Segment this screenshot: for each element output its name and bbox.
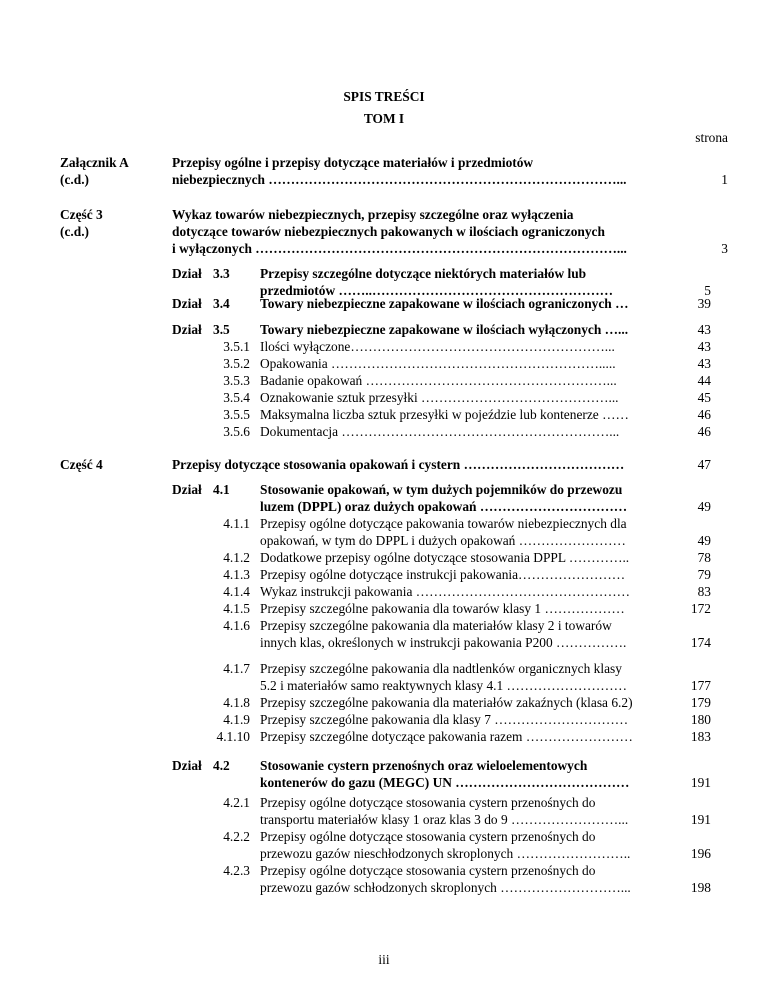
toc-entry-label: Część 3 (c.d.) (60, 207, 103, 239)
subsection-title: Przepisy szczególne pakowania dla towarów klasy 1 ……………… (260, 601, 625, 616)
page-column-label: strona (695, 130, 728, 145)
dzial-label: Dział (172, 482, 202, 497)
subsection-title: Przepisy szczególne pakowania dla materiałów klasy 2 i towarów innych klas, określonych w instrukcji pakowania P200 ……………. (260, 618, 627, 650)
section-page: 5 (704, 283, 711, 298)
subsection-page: 177 (690, 678, 711, 693)
subsection-page: 179 (690, 695, 711, 710)
page-number: iii (378, 952, 390, 967)
section-page: 191 (690, 775, 711, 790)
subsection-title: Opakowania ……………………………………………………..... (260, 356, 616, 371)
subsection-number: 4.1.2 (223, 550, 250, 565)
section-title: Stosowanie cystern przenośnych oraz wieloelementowych kontenerów do gazu (MEGC) UN ………………………………… (260, 758, 630, 790)
subsection-page: 172 (690, 601, 711, 616)
section-title: Przepisy szczególne dotyczące niektórych materiałów lub przedmiotów ……..……………………………………………… (260, 266, 613, 298)
subsection-number: 4.1.9 (223, 712, 250, 727)
subsection-page: 43 (697, 356, 711, 371)
subsection-number: 4.1.4 (223, 584, 250, 599)
dzial-label: Dział (172, 266, 202, 281)
subsection-number: 4.1.3 (223, 567, 250, 582)
subsection-title: Przepisy szczególne pakowania dla klasy 7 ………………………… (260, 712, 629, 727)
toc-entry-label: Załącznik A (c.d.) (60, 155, 129, 187)
subsection-title: Przepisy szczególne pakowania dla materiałów zakaźnych (klasa 6.2) (260, 695, 633, 710)
subsection-title: Wykaz instrukcji pakowania ………………………………………… (260, 584, 630, 599)
section-number: 3.5 (213, 322, 230, 337)
subsection-number: 4.1.10 (216, 729, 250, 744)
section-title: Towary niebezpieczne zapakowane w ilościach wyłączonych …... (260, 322, 629, 337)
subsection-number: 4.1.8 (223, 695, 250, 710)
subsection-title: Przepisy ogólne dotyczące instrukcji pakowania…………………… (260, 567, 626, 582)
subsection-title: Dokumentacja ……………………………………………………... (260, 424, 620, 439)
subsection-number: 3.5.1 (223, 339, 250, 354)
section-page: 49 (697, 499, 711, 514)
subsection-title: Przepisy ogólne dotyczące stosowania cystern przenośnych do przewozu gazów schłodzonych skroplonych ………………………... (260, 863, 631, 895)
subsection-page: 191 (690, 812, 711, 827)
subsection-title: Maksymalna liczba sztuk przesyłki w pojeździe lub kontenerze …… (260, 407, 629, 422)
toc-entry-label: Część 4 (60, 457, 103, 472)
subsection-page: 79 (697, 567, 711, 582)
toc-entry-page: 3 (721, 241, 728, 256)
subsection-page: 45 (697, 390, 711, 405)
subsection-page: 196 (690, 846, 711, 861)
subsection-title: Przepisy ogólne dotyczące pakowania towarów niebezpiecznych dla opakowań, w tym do DPPL i dużych opakowań …………………… (260, 516, 627, 548)
dzial-label: Dział (172, 296, 202, 311)
subsection-title: Dodatkowe przepisy ogólne dotyczące stosowania DPPL ………….. (260, 550, 630, 565)
subsection-page: 174 (690, 635, 711, 650)
subsection-page: 183 (690, 729, 711, 744)
subsection-number: 3.5.2 (223, 356, 250, 371)
subsection-title: Przepisy ogólne dotyczące stosowania cystern przenośnych do przewozu gazów nieschłodzonych skroplonych …………………….. (260, 829, 631, 861)
subsection-number: 4.1.1 (223, 516, 250, 531)
subsection-title: Ilości wyłączone…………………………………………………... (260, 339, 615, 354)
subsection-number: 4.1.7 (223, 661, 250, 676)
subsection-page: 83 (697, 584, 711, 599)
subsection-page: 198 (690, 880, 711, 895)
toc-entry-page: 1 (721, 172, 728, 187)
toc-entry-title: Wykaz towarów niebezpiecznych, przepisy szczególne oraz wyłączenia dotyczące towarów niebezpiecznych pakowanych w ilościach ograniczonych i wyłączonych ………………………………………………………………………... (172, 207, 627, 256)
page-title: SPIS TREŚCI (343, 89, 425, 104)
subsection-page: 180 (690, 712, 711, 727)
subsection-number: 3.5.6 (223, 424, 250, 439)
section-number: 4.1 (213, 482, 230, 497)
toc-entry-title: Przepisy dotyczące stosowania opakowań i cystern ……………………………… (172, 457, 625, 472)
subsection-number: 4.1.6 (223, 618, 250, 633)
subsection-page: 78 (697, 550, 711, 565)
subsection-number: 4.2.3 (223, 863, 250, 878)
subsection-title: Oznakowanie sztuk przesyłki ……………………………………... (260, 390, 619, 405)
subsection-title: Przepisy ogólne dotyczące stosowania cystern przenośnych do transportu materiałów klasy 1 oraz klas 3 do 9 ……………………... (260, 795, 629, 827)
dzial-label: Dział (172, 758, 202, 773)
subsection-number: 4.2.1 (223, 795, 250, 810)
subsection-page: 43 (697, 339, 711, 354)
section-number: 3.3 (213, 266, 230, 281)
subsection-page: 44 (697, 373, 711, 388)
subsection-number: 4.2.2 (223, 829, 250, 844)
section-number: 4.2 (213, 758, 230, 773)
subsection-number: 3.5.5 (223, 407, 250, 422)
subsection-page: 49 (697, 533, 711, 548)
subsection-number: 3.5.3 (223, 373, 250, 388)
subsection-number: 3.5.4 (223, 390, 250, 405)
subsection-number: 4.1.5 (223, 601, 250, 616)
section-number: 3.4 (213, 296, 230, 311)
section-page: 39 (697, 296, 711, 311)
subsection-title: Badanie opakowań ………………………………………………... (260, 373, 617, 388)
subsection-title: Przepisy szczególne pakowania dla nadtlenków organicznych klasy 5.2 i materiałów samo reaktywnych klasy 4.1 ……………………… (260, 661, 628, 693)
toc-entry-title: Przepisy ogólne i przepisy dotyczące materiałów i przedmiotów niebezpiecznych ……………………………………………………………………... (172, 155, 627, 187)
subsection-page: 46 (697, 424, 711, 439)
subsection-page: 46 (697, 407, 711, 422)
volume-title: TOM I (363, 111, 405, 126)
dzial-label: Dział (172, 322, 202, 337)
toc-entry-page: 47 (697, 457, 711, 472)
subsection-title: Przepisy szczególne dotyczące pakowania razem …………………… (260, 729, 633, 744)
section-title: Stosowanie opakowań, w tym dużych pojemników do przewozu luzem (DPPL) oraz dużych opakowań …………………………… (260, 482, 628, 514)
section-page: 43 (697, 322, 711, 337)
section-title: Towary niebezpieczne zapakowane w ilościach ograniczonych … (260, 296, 629, 311)
